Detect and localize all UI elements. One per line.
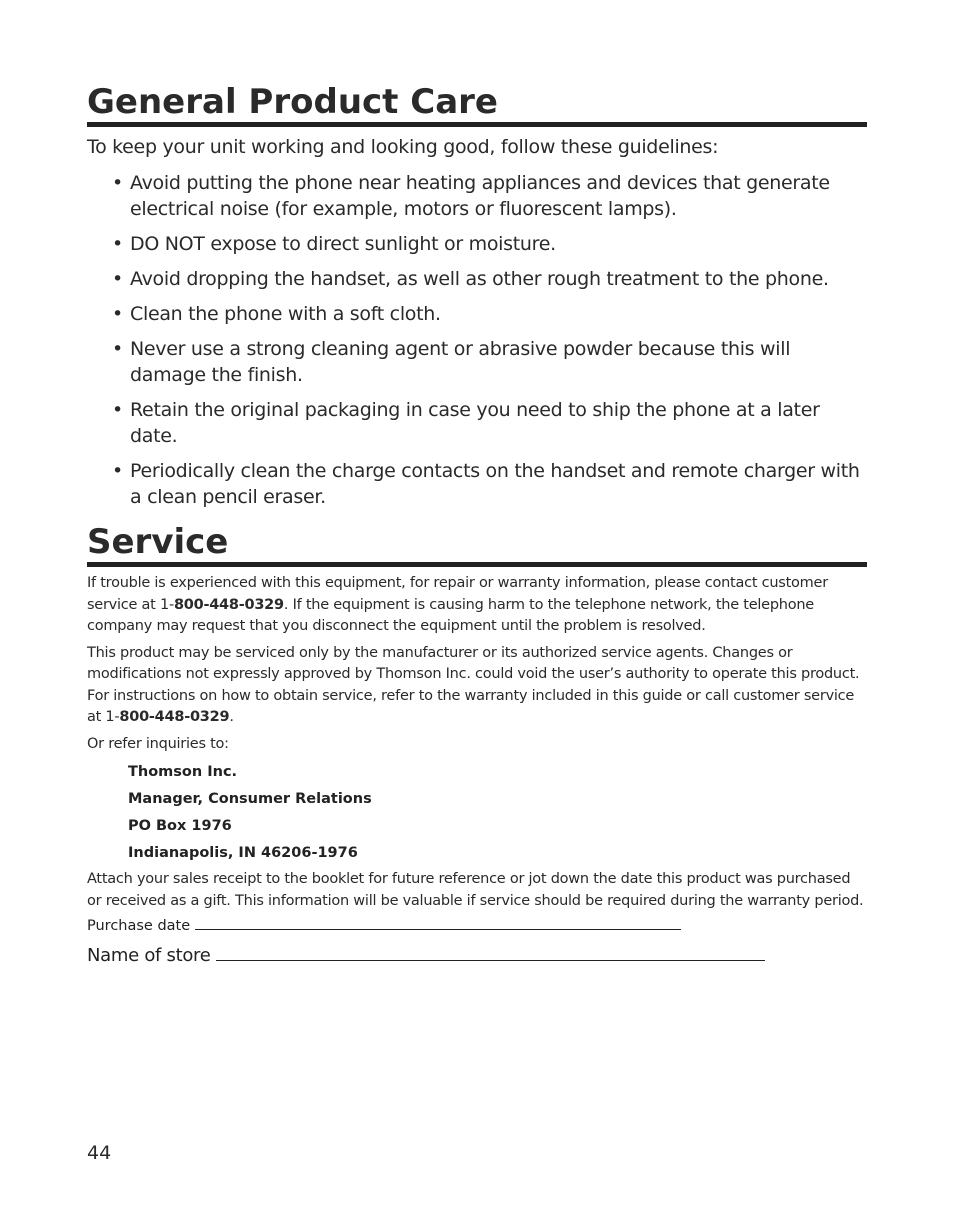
bullet-icon: • — [112, 303, 123, 325]
bullet-icon: • — [112, 460, 123, 482]
bullet-icon: • — [112, 233, 123, 255]
service-paragraph-1: If trouble is experienced with this equipment, for repair or warranty information, please contact customer service at 1-800-448-0329. If the equipment is causing harm to the telephone network, the telephone company may request that you disconnect the equipment until the problem is resolved. — [87, 575, 828, 634]
phone-number: 800-448-0329 — [119, 709, 230, 725]
care-list — [87, 170, 867, 510]
page-content — [87, 82, 867, 968]
store-name-field — [87, 943, 867, 968]
list-item: • Never use a strong cleaning agent or abrasive powder because this will damage the finish. — [112, 338, 791, 386]
list-item: • Clean the phone with a soft cloth. — [112, 303, 441, 325]
bullet-icon: • — [112, 268, 123, 290]
store-name-blank — [216, 946, 765, 961]
mailing-address — [128, 759, 867, 867]
address-line: Manager, Consumer Relations — [128, 791, 372, 807]
page-number: 44 — [87, 1142, 112, 1164]
address-line: Indianapolis, IN 46206-1976 — [128, 845, 358, 861]
list-item: • Avoid dropping the handset, as well as other rough treatment to the phone. — [112, 268, 829, 290]
list-item: • Periodically clean the charge contacts on the handset and remote charger with a clean pencil eraser. — [112, 460, 860, 508]
service-paragraph-3: Attach your sales receipt to the booklet for future reference or jot down the date this product was purchased or received as a gift. This information will be valuable if service should be required during the warranty period. — [87, 871, 864, 909]
phone-number: 800-448-0329 — [173, 596, 284, 613]
care-heading: General Product Care — [87, 82, 867, 127]
address-line: PO Box 1976 — [128, 818, 232, 834]
bullet-icon: • — [112, 172, 123, 194]
address-line: Thomson Inc. — [128, 764, 238, 780]
service-heading: Service — [87, 522, 867, 567]
care-intro: To keep your unit working and looking good, follow these guidelines: — [87, 136, 719, 158]
store-name-label: Name of store — [87, 945, 211, 966]
purchase-date-label: Purchase date — [87, 918, 191, 934]
service-paragraph-2: This product may be serviced only by the manufacturer or its authorized service agents. Changes or modifications not expressly approved by Thomson Inc. could void the user’s authority to operate this product. For instructions on how to obtain service, refer to the warranty included in this guide or call customer service at 1-800-448-0329. — [87, 644, 860, 725]
purchase-date-blank — [195, 915, 681, 930]
list-item: • Retain the original packaging in case you need to ship the phone at a later date. — [112, 399, 820, 447]
list-item: • Avoid putting the phone near heating appliances and devices that generate electrical noise (for example, motors or fluorescent lamps). — [112, 172, 830, 220]
inquiries-label: Or refer inquiries to: — [87, 735, 229, 752]
list-item: • DO NOT expose to direct sunlight or moisture. — [112, 233, 556, 255]
purchase-date-field — [87, 915, 867, 937]
bullet-icon: • — [112, 399, 123, 421]
bullet-icon: • — [112, 338, 123, 360]
